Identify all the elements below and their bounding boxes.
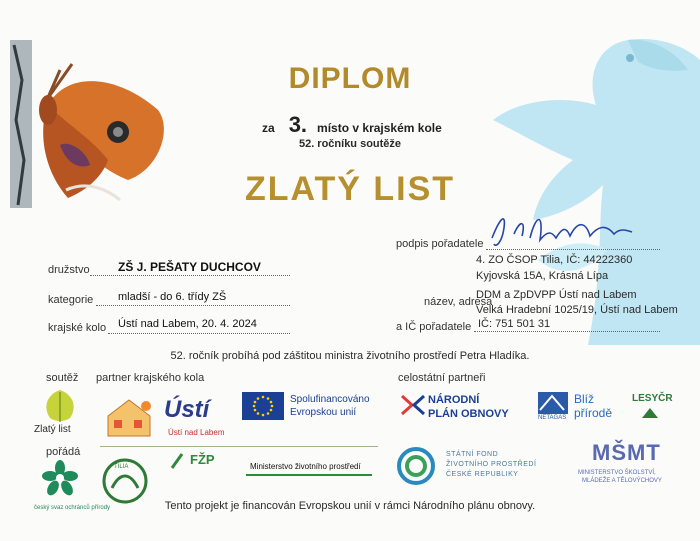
krajske-value: Ústí nad Labem, 20. 4. 2024 bbox=[118, 318, 257, 330]
place-number: 3. bbox=[288, 112, 308, 137]
lesycr-text: LESYČR bbox=[632, 393, 673, 404]
zlaty-list-leaf-icon bbox=[40, 388, 80, 424]
kategorie-label: kategorie bbox=[48, 294, 94, 306]
nazev-label: název, adresa bbox=[424, 296, 493, 308]
placement-line bbox=[262, 112, 442, 138]
npo-text-2: PLÁN OBNOVY bbox=[428, 408, 509, 420]
usti-logo: Ústí bbox=[164, 396, 210, 423]
za-label: za bbox=[262, 121, 275, 135]
netagas-text: NETAGAS bbox=[538, 415, 567, 421]
sfzp-swirl-icon bbox=[396, 446, 436, 486]
eu-text-1: Spolufinancováno bbox=[290, 394, 370, 405]
divider-line bbox=[100, 446, 378, 447]
podpis-value-1: 4. ZO ČSOP Tilia, IČ: 44222360 bbox=[476, 254, 633, 266]
druzstvo-line bbox=[90, 275, 290, 276]
npo-icon bbox=[400, 392, 426, 418]
mzp-text: Ministerstvo životního prostředí bbox=[250, 462, 361, 471]
zlaty-list-logo-text: Zlatý list bbox=[34, 424, 71, 435]
nazev-value-2: Velká Hradební 1025/19, Ústí nad Labem bbox=[476, 304, 678, 316]
kategorie-value: mladší - do 6. třídy ZŠ bbox=[118, 291, 227, 303]
signature bbox=[486, 208, 636, 252]
krajske-line bbox=[108, 333, 290, 334]
druzstvo-label: družstvo bbox=[48, 264, 90, 276]
ic-label: a IČ pořadatele bbox=[396, 321, 472, 333]
lesycr-tree-icon bbox=[640, 406, 660, 420]
diploma-title: DIPLOM bbox=[288, 62, 412, 95]
sfzp-text-1: STÁTNÍ FOND bbox=[446, 451, 499, 458]
tilia-house-logo bbox=[104, 396, 154, 438]
rocnik-line: 52. ročníku soutěže bbox=[298, 138, 402, 150]
fzp-text: FŽP bbox=[190, 452, 215, 467]
npo-text-1: NÁRODNÍ bbox=[428, 394, 480, 406]
netagas-logo-icon bbox=[538, 392, 568, 414]
bliz-text-2: přírodě bbox=[574, 406, 613, 420]
eu-text-2: Evropskou unií bbox=[290, 407, 357, 418]
footer-funding-text: Tento projekt je financován Evropskou unií v rámci Národního plánu obnovy. bbox=[164, 500, 536, 512]
ic-value: IČ: 751 501 31 bbox=[478, 318, 551, 330]
podpis-value-2: Kyjovská 15A, Krásná Lípa bbox=[476, 270, 609, 282]
msmt-logo: MŠMT bbox=[592, 440, 661, 465]
patronage-text: 52. ročník probíhá pod záštitou ministra životního prostředí Petra Hladíka. bbox=[170, 350, 530, 362]
mzp-underline bbox=[246, 474, 372, 476]
celostatni-label: celostátní partneři bbox=[398, 372, 486, 384]
sfzp-text-2: ŽIVOTNÍHO PROSTŘEDÍ bbox=[446, 461, 537, 468]
usti-logo-sub: Ústí nad Labem bbox=[168, 428, 225, 437]
porada-label: pořádá bbox=[46, 446, 81, 458]
partner-label: partner krajského kola bbox=[96, 372, 205, 384]
msmt-sub-1: MINISTERSTVO ŠKOLSTVÍ, bbox=[578, 470, 656, 476]
msmt-sub-2: MLÁDEŽE A TĚLOVÝCHOVY bbox=[582, 478, 662, 484]
nazev-value-1: DDM a ZpDVPP Ústí nad Labem bbox=[476, 289, 637, 301]
competition-name: ZLATÝ LIST bbox=[244, 170, 456, 208]
krajske-label: krajské kolo bbox=[48, 322, 107, 334]
bliz-text-1: Blíž bbox=[574, 392, 595, 406]
soutez-label: soutěž bbox=[46, 372, 79, 384]
fzp-mark-icon bbox=[170, 452, 184, 470]
druzstvo-value: ZŠ J. PEŠATY DUCHCOV bbox=[118, 260, 261, 274]
podpis-label: podpis pořadatele bbox=[396, 238, 484, 250]
csop-text: český svaz ochránců přírody bbox=[34, 505, 111, 511]
tilia-text: TILIA bbox=[114, 464, 129, 470]
csop-logo bbox=[34, 458, 86, 504]
sfzp-text-3: ČESKÉ REPUBLIKY bbox=[446, 471, 519, 478]
kategorie-line bbox=[96, 305, 290, 306]
place-text: místo v krajském kole bbox=[317, 121, 442, 135]
eu-flag-icon bbox=[242, 392, 284, 420]
ic-line bbox=[474, 331, 660, 332]
